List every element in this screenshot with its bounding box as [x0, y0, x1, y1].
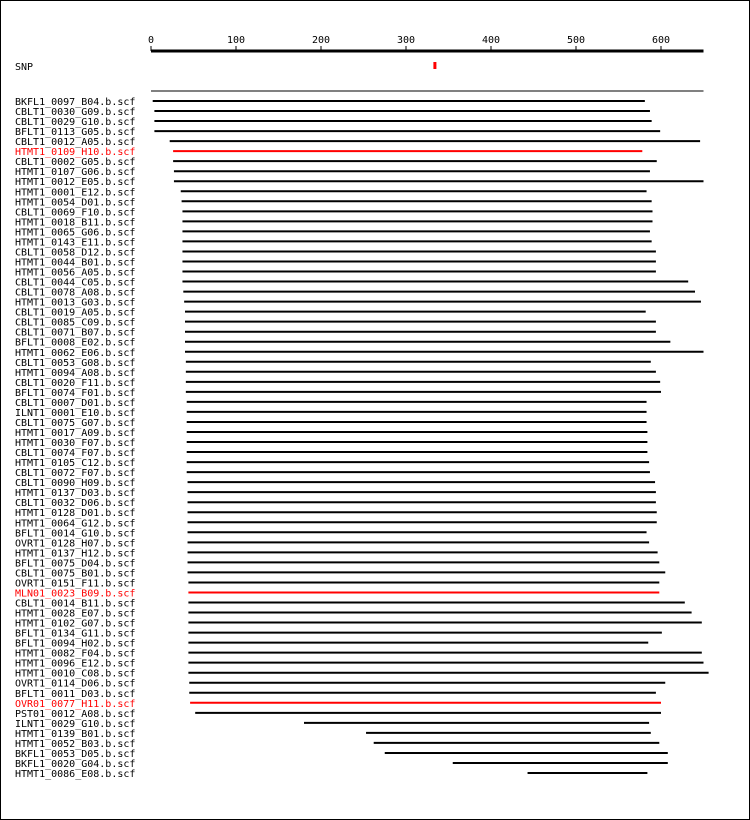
- read-label: BKFL1_0097_B04.b.scf: [15, 97, 136, 108]
- read-label: CBLT1_0075_G07.b.scf: [15, 417, 136, 429]
- read-label: BFLT1_0008_E02.b.scf: [15, 337, 136, 349]
- read-label: HTMT1_0102_G07.b.scf: [15, 618, 136, 630]
- read-label: HTMT1_0054_D01.b.scf: [15, 197, 136, 209]
- read-label: HTMT1_0094_A08.b.scf: [15, 367, 136, 379]
- read-label: BKFL1_0053_D05.b.scf: [15, 748, 136, 760]
- read-label: HTMT1_0010_C08.b.scf: [15, 668, 136, 680]
- read-label: CBLT1_0072_F07.b.scf: [15, 468, 136, 480]
- axis-tick-label: 400: [481, 35, 501, 46]
- read-label: HTMT1_0056_A05.b.scf: [15, 267, 136, 279]
- read-label: CBLT1_0058_D12.b.scf: [15, 247, 136, 259]
- read-label: OVR01_0077_H11.b.scf: [15, 698, 136, 710]
- read-label: HTMT1_0105_C12.b.scf: [15, 458, 136, 470]
- read-label: PST01_0012_A08.b.scf: [15, 708, 136, 720]
- read-label: BFLT1_0134_G11.b.scf: [15, 628, 136, 640]
- read-label: CBLT1_0020_F11.b.scf: [15, 377, 136, 389]
- read-label: BFLT1_0113_G05.b.scf: [15, 127, 136, 139]
- read-label: OVRT1_0114_D06.b.scf: [15, 678, 136, 690]
- axis-tick-label: 300: [396, 35, 416, 46]
- read-label: HTMT1_0030_F07.b.scf: [15, 438, 136, 450]
- read-label: CBLT1_0053_G08.b.scf: [15, 357, 136, 369]
- read-label: HTMT1_0137_H12.b.scf: [15, 548, 136, 560]
- axis-tick-label: 600: [651, 35, 671, 46]
- read-label: OVRT1_0128_H07.b.scf: [15, 538, 136, 550]
- read-label: CBLT1_0044_C05.b.scf: [15, 277, 136, 289]
- axis-tick-label: 200: [311, 35, 331, 46]
- read-label: HTMT1_0012_E05.b.scf: [15, 177, 136, 189]
- read-label: HTMT1_0044_B01.b.scf: [15, 257, 136, 269]
- read-label: CBLT1_0002_G05.b.scf: [15, 157, 136, 169]
- read-label: BFLT1_0075_D04.b.scf: [15, 558, 136, 570]
- snp-track: [15, 62, 704, 91]
- axis-tick-label: 500: [566, 35, 586, 46]
- read-label: HTMT1_0018_B11.b.scf: [15, 217, 136, 229]
- read-label: HTMT1_0028_E07.b.scf: [15, 608, 136, 620]
- read-label: HTMT1_0062_E06.b.scf: [15, 347, 136, 359]
- snp-marker: [433, 62, 436, 69]
- read-label: HTMT1_0065_G06.b.scf: [15, 227, 136, 239]
- read-label: HTMT1_0096_E12.b.scf: [15, 658, 136, 670]
- read-label: HTMT1_0052_B03.b.scf: [15, 738, 136, 750]
- read-label: CBLT1_0014_B11.b.scf: [15, 598, 136, 610]
- read-label: CBLT1_0078_A08.b.scf: [15, 287, 136, 299]
- read-label: ILNT1_0001_E10.b.scf: [15, 407, 136, 419]
- read-label: BFLT1_0094_H02.b.scf: [15, 638, 136, 650]
- read-label: CBLT1_0012_A05.b.scf: [15, 137, 136, 149]
- read-label: CBLT1_0069_F10.b.scf: [15, 207, 136, 219]
- read-label: HTMT1_0139_B01.b.scf: [15, 728, 136, 740]
- read-label: CBLT1_0030_G09.b.scf: [15, 107, 136, 119]
- read-label: HTMT1_0128_D01.b.scf: [15, 508, 136, 520]
- axis-tick-label: 0: [147, 35, 155, 46]
- read-tracks: [15, 97, 709, 780]
- read-label: HTMT1_0086_E08.b.scf: [15, 769, 136, 781]
- alignment-chart: [1, 1, 749, 819]
- read-label: BKFL1_0020_G04.b.scf: [15, 758, 136, 770]
- read-label: HTMT1_0001_E12.b.scf: [15, 187, 136, 199]
- read-label: BFLT1_0011_D03.b.scf: [15, 688, 136, 700]
- read-label: BFLT1_0014_G10.b.scf: [15, 528, 136, 540]
- read-label: CBLT1_0075_B01.b.scf: [15, 568, 136, 580]
- read-label: CBLT1_0029_G10.b.scf: [15, 117, 136, 129]
- read-label: CBLT1_0007_D01.b.scf: [15, 397, 136, 409]
- position-axis: [148, 35, 704, 51]
- read-label: CBLT1_0090_H09.b.scf: [15, 478, 136, 490]
- read-label: HTMT1_0017_A09.b.scf: [15, 427, 136, 439]
- read-label: CBLT1_0071_B07.b.scf: [15, 327, 136, 339]
- snp-label: SNP: [15, 62, 34, 73]
- read-label: MLN01_0023_B09.b.scf: [15, 588, 136, 600]
- read-label: HTMT1_0109_H10.b.scf: [15, 147, 136, 159]
- read-label: HTMT1_0137_D03.b.scf: [15, 488, 136, 500]
- read-label: CBLT1_0074_F07.b.scf: [15, 448, 136, 460]
- read-label: HTMT1_0064_G12.b.scf: [15, 518, 136, 530]
- read-label: HTMT1_0107_G06.b.scf: [15, 167, 136, 179]
- read-label: ILNT1_0029_G10.b.scf: [15, 718, 136, 730]
- read-label: CBLT1_0032_D06.b.scf: [15, 498, 136, 510]
- read-label: HTMT1_0143_E11.b.scf: [15, 237, 136, 249]
- read-label: CBLT1_0019_A05.b.scf: [15, 307, 136, 319]
- read-label: CBLT1_0085_C09.b.scf: [15, 317, 136, 329]
- axis-tick-label: 100: [226, 35, 246, 46]
- read-label: OVRT1_0151_F11.b.scf: [15, 578, 136, 590]
- read-label: HTMT1_0013_G03.b.scf: [15, 297, 136, 309]
- read-label: BFLT1_0074_F01.b.scf: [15, 387, 136, 399]
- read-label: HTMT1_0082_F04.b.scf: [15, 648, 136, 660]
